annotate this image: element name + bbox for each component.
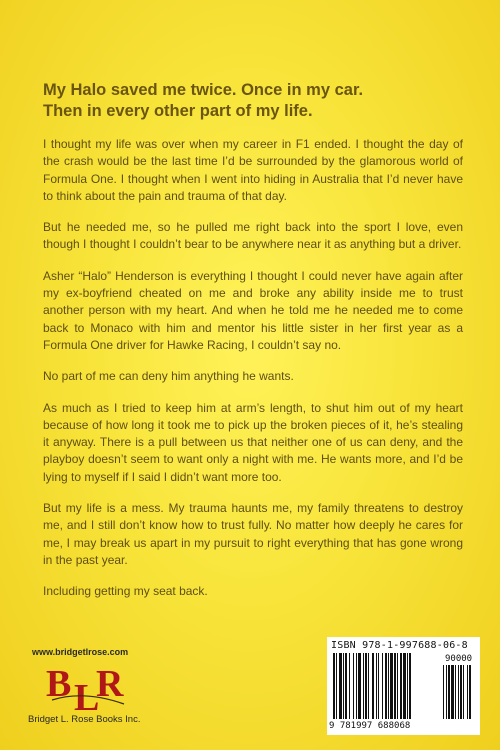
headline-line-1: My Halo saved me twice. Once in my car. xyxy=(43,81,364,99)
barcode-bar xyxy=(343,653,344,719)
barcode-bar xyxy=(356,653,357,719)
blurb-paragraph: Including getting my seat back. xyxy=(43,584,208,599)
barcode-bar xyxy=(333,653,335,719)
barcode-bar xyxy=(345,653,347,719)
barcode-bar xyxy=(376,653,377,719)
publisher-name: Bridget L. Rose Books Inc. xyxy=(28,714,141,725)
barcode-bar xyxy=(382,653,383,719)
isbn-number: ISBN 978-1-997688-06-8 xyxy=(331,640,468,651)
barcode-bar xyxy=(339,653,342,719)
addon-bar xyxy=(469,665,471,719)
addon-bar xyxy=(460,665,462,719)
barcode-bar xyxy=(349,653,350,719)
publisher-block xyxy=(24,644,154,734)
isbn-label xyxy=(331,640,468,651)
barcode-bar xyxy=(358,653,361,719)
addon-bar xyxy=(458,665,459,719)
blurb-paragraph: But he needed me, so he pulled me right back into the sport I love, even though I thought I couldn’t bear to be anywhere near it as anything but a driver. xyxy=(43,220,463,252)
barcode-bar xyxy=(365,653,367,719)
barcode-bar xyxy=(394,653,396,719)
addon-bar xyxy=(451,665,454,719)
back-cover-text xyxy=(43,80,463,615)
addon-bar xyxy=(446,665,447,719)
publisher-logo xyxy=(44,660,134,712)
addon-bar xyxy=(448,665,450,719)
barcode-bar xyxy=(363,653,364,719)
barcode-bar xyxy=(409,653,411,719)
barcode-bar xyxy=(390,653,393,719)
price-code: 90000 xyxy=(445,654,473,664)
barcode-bar xyxy=(397,653,398,719)
addon-bar xyxy=(443,665,444,719)
blurb-paragraph: As much as I tried to keep him at arm’s length, to shut him out of my heart because of how long it took me to pick up the broken pieces of it, he’s stealing it anyway. There is a pull between us that neither one of us can deny, and the playboy doesn’t seem to want only a night with me. He wants more, and I’d be lying to myself if I said I didn’t want more too. xyxy=(43,400,463,484)
svg-text:B: B xyxy=(46,663,72,705)
addon-bar xyxy=(467,665,468,719)
blurb-paragraph: Asher “Halo” Henderson is everything I thought I could never have again after my ex-boyfriend cheated on me and broke any ability inside me to trust another person with my heart. And when he told me he needed me to come back to Monaco with him and mentor his little sister in her first year as a Formula One driver for Hawke Racing, I couldn’t say no. xyxy=(43,268,463,352)
svg-text:L: L xyxy=(74,677,100,712)
isbn-barcode xyxy=(327,637,480,735)
blurb-paragraph: But my life is a mess. My trauma haunts me, my family threatens to destroy me, and I still don’t know how to trust fully. No matter how deeply he cares for me, I may break us apart in my pursuit to right everything that has gone wrong in the past year. xyxy=(43,501,463,567)
barcode-bar xyxy=(407,653,408,719)
barcode-bars xyxy=(329,653,479,721)
barcode-bar xyxy=(372,653,374,719)
barcode-bar xyxy=(336,653,337,719)
barcode-bar xyxy=(403,653,406,719)
addon-bar xyxy=(455,665,456,719)
barcode-bar xyxy=(368,653,369,719)
headline-line-2: Then in every other part of my life. xyxy=(43,102,313,120)
blurb-paragraph: I thought my life was over when my career in F1 ended. I thought the day of the crash would be the last time I’d be surrounded by the glamorous world of Formula One. I thought when I went into hiding in Australia that I’d never have to think about the pain and trauma of that day. xyxy=(43,137,463,203)
barcode-bar xyxy=(378,653,379,719)
publisher-url[interactable]: www.bridgetlrose.com xyxy=(32,647,129,657)
barcode-bar xyxy=(400,653,402,719)
barcode-bar xyxy=(353,653,354,719)
barcode-bar xyxy=(385,653,387,719)
blurb-paragraph: No part of me can deny him anything he wants. xyxy=(43,369,294,384)
addon-bar xyxy=(463,665,464,719)
blurb-headline xyxy=(43,80,463,122)
svg-text:R: R xyxy=(96,663,124,705)
barcode-bar xyxy=(388,653,389,719)
barcode-digits: 9 781997 688068 xyxy=(329,721,411,731)
